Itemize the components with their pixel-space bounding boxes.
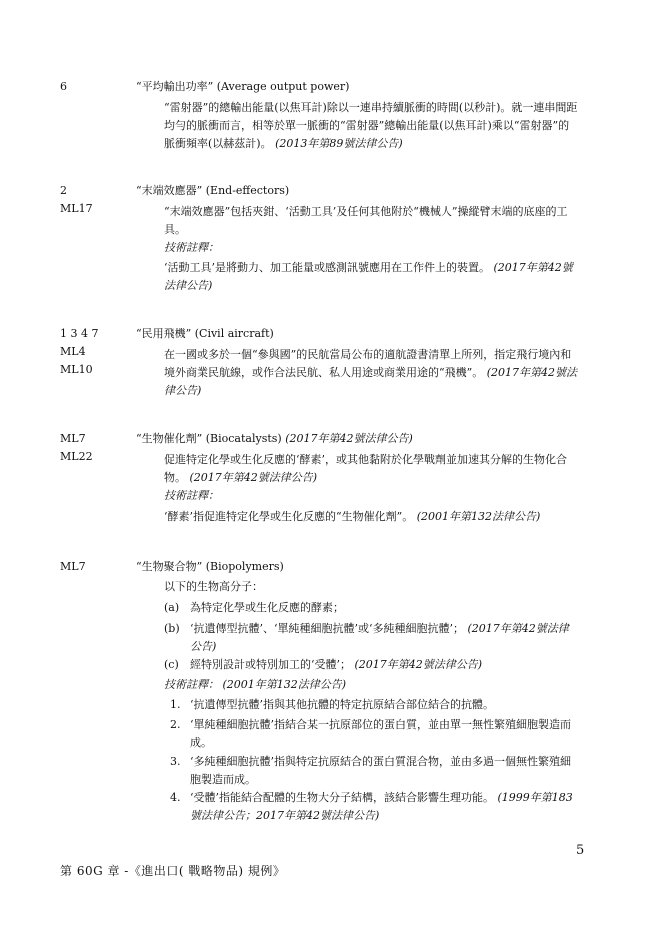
note-text: ‘受體’指能結合配體的生物大分子結構，該結合影響生理功能。 [190,791,494,804]
legal-notice-ref: (2017年第42號法律公告) [189,471,318,484]
note-body [190,789,579,825]
entry-categories [60,430,130,466]
definition-body [164,99,579,153]
note-text: ‘抗遺傳型抗體’指與其他抗體的特定抗原結合部位結合的抗體。 [190,698,494,711]
category-code: ML4 [60,345,86,358]
definition-intro: 以下的生物高分子： [164,580,263,593]
technical-note-text: ‘活動工具’是將動力、加工能量或感測訊號應用在工作件上的裝置。 [164,261,490,274]
entry-categories [60,325,130,379]
note-number: 2. [170,718,181,731]
definition-text: 在一國或多於一個“參與國”的民航當局公布的適航證書清單上所列，指定飛行境內和境外商業民航線，或作合法民航、私人用途或商業用途的“飛機”。 [164,348,572,379]
page-footer: 第 60G 章 -《進出口( 戰略物品) 規例》 [60,864,286,878]
term-heading: “平均輸出功率” (Average output power) [136,80,350,93]
definition-body [164,346,579,400]
term-text: “生物催化劑” (Biocatalysts) [136,432,282,445]
definition-text: “雷射器”的總輸出能量(以焦耳計)除以一連串持續脈衝的時間(以秒計)。就一連串間距均勻的脈衝而言，相等於單一脈衝的“雷射器”總輸出能量(以焦耳計)乘以“雷射器”的脈衝頻率(以赫茲計)。 [164,101,578,150]
list-item-label: (b) [164,622,180,635]
category-code: 2 [60,184,67,197]
list-item-body [190,656,579,674]
page-number: 5 [576,843,585,858]
technical-note-heading: 技術註釋： [164,678,219,691]
list-item-text: 經特別設計或特別加工的‘受體’； [190,658,351,671]
legal-notice-ref: (2017年第42號法律公告) [285,432,413,445]
technical-note [164,259,579,295]
category-code: 1 3 4 7 [60,327,99,340]
note-text: ‘單純種細胞抗體’指結合某一抗原部位的蛋白質，並由單一無性繁殖細胞製造而成。 [190,718,571,749]
entry-categories [60,558,130,576]
term-heading: “民用飛機” (Civil aircraft) [136,327,274,340]
note-text: ‘多純種細胞抗體’指與特定抗原結合的蛋白質混合物，並由多過一個無性繁殖細胞製造而成。 [190,755,571,786]
category-code: 6 [60,80,67,93]
category-code: ML7 [60,560,86,573]
legal-notice-ref: (2017年第42號法律公告) [354,658,483,671]
definition-text: 促進特定化學或生化反應的‘酵素’，或其他黏附於化學戰劑並加速其分解的生物化合物。 [164,453,567,484]
legal-notice-ref: (2001年第132法律公告) [222,678,347,691]
legal-notice-ref: (2017年第42號法律公告) [164,261,573,292]
note-number: 4. [170,791,181,804]
technical-note [164,508,579,526]
technical-note-heading: 技術註釋： [164,241,219,254]
term-heading: “末端效應器” (End-effectors) [136,184,290,197]
category-code: ML7 [60,432,86,445]
list-item-body [190,620,579,656]
technical-note-text: ‘酵素’指促進特定化學或生化反應的“生物催化劑”。 [164,510,414,523]
legal-notice-ref: (2013年第89號法律公告) [275,137,403,150]
technical-note-heading-row [164,676,579,694]
entry-categories [60,182,130,218]
legal-notice-ref: (2017年第42號法律公告) [164,366,578,397]
category-code: ML10 [60,363,93,376]
list-item-label: (c) [164,658,179,671]
legal-notice-ref: (1999年第183號法律公告；2017年第42號法律公告) [190,791,573,822]
legal-notice-ref: (2001年第132法律公告) [416,510,541,523]
legal-notice-ref: (2017年第42號法律公告) [190,622,569,653]
category-code: ML22 [60,450,93,463]
note-number: 1. [170,698,181,711]
entry-categories [60,78,130,96]
term-heading [136,430,596,448]
category-code: ML17 [60,202,93,215]
technical-note-heading: 技術註釋： [164,489,219,502]
definition-text: “末端效應器”包括夾鉗、‘活動工具’及任何其他附於“機械人”操縱臂末端的底座的工具。 [164,205,568,236]
list-item-text: 為特定化學或生化反應的酵素； [190,601,344,614]
definition-body [164,451,579,487]
term-heading: “生物聚合物” (Biopolymers) [136,560,284,573]
note-number: 3. [170,755,181,768]
list-item-text: ‘抗遺傳型抗體’、‘單純種細胞抗體’或‘多純種細胞抗體’； [190,622,464,635]
list-item-label: (a) [164,601,180,614]
